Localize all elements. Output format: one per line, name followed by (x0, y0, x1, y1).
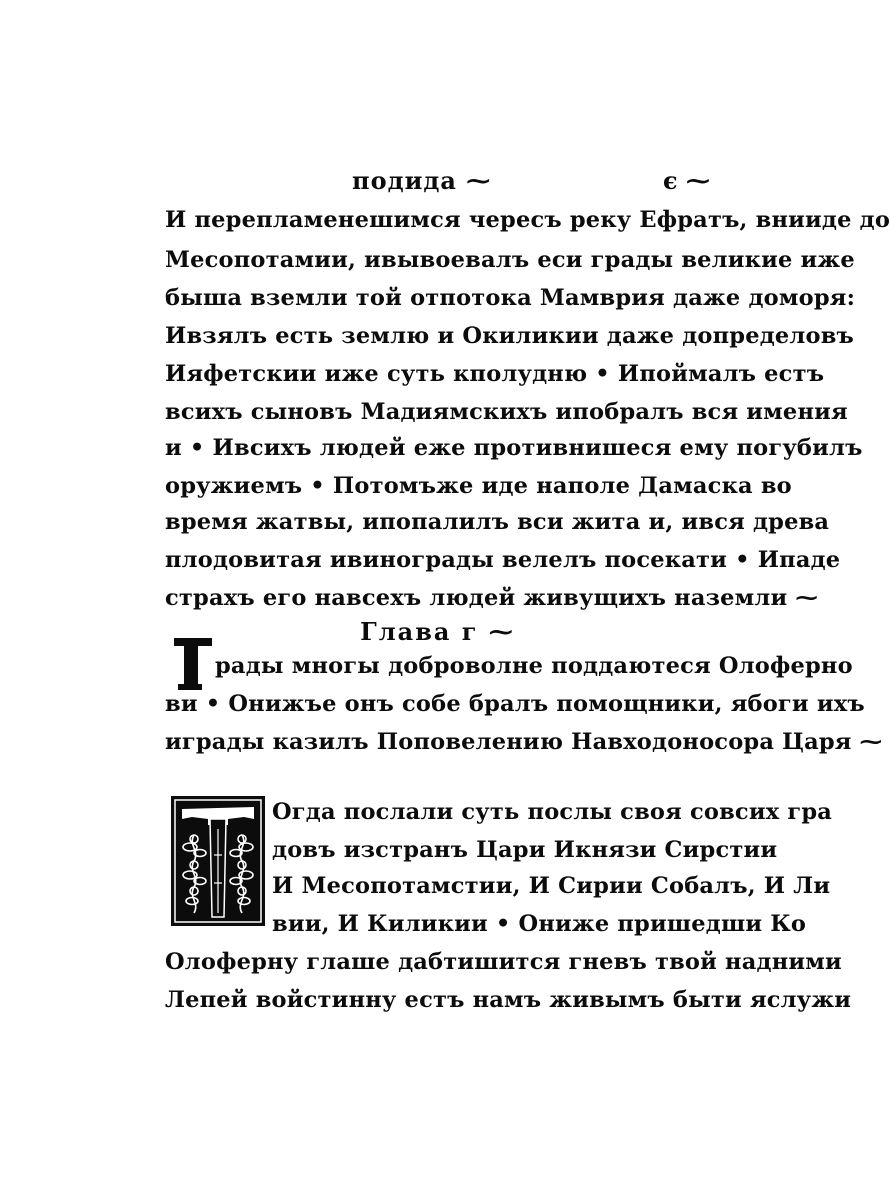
chapter-heading: Глава г ⁓ (360, 617, 515, 646)
text-line: Ивзялъ есть землю и Окиликии даже допределовъ (165, 323, 854, 349)
summary-line: рады многы доброволне поддаютеся Олоферно (215, 653, 853, 679)
text-line: оружиемъ • Потомъже иде наполе Дамаска во (165, 473, 792, 499)
text-line: вии, И Киликии • Ониже пришедши Ко (272, 911, 807, 937)
summary-line: играды казилъ Поповелению Навходоносора Царя ⁓ (165, 729, 883, 755)
text-line: Олоферну глаше дабтишится гневъ твой надними (165, 949, 842, 975)
summary-initial-letter (174, 630, 212, 690)
text-line: страхъ его навсехъ людей живущихъ наземли ⁓ (165, 585, 819, 611)
text-line: Огда послали суть послы своя совсих гра (272, 799, 833, 825)
folio-number: є ⁓ (663, 166, 710, 195)
text-line: И Месопотамстии, И Сирии Собалъ, И Ли (272, 873, 831, 899)
text-line: Лепей войстинну естъ намъ живымъ быти яслужи (165, 987, 852, 1013)
page-header (165, 166, 710, 202)
text-line: время жатвы, ипопалилъ вси жита и, ився древа (165, 509, 830, 535)
text-line: Месопотамии, ивывоевалъ еси грады великие иже (165, 247, 855, 273)
text-line: довъ изстранъ Цари Икнязи Сирстии (272, 837, 778, 863)
summary-line: ви • Онижъе онъ собе бралъ помощники, ябоги ихъ (165, 691, 865, 717)
text-line: быша вземли той отпотока Мамврия даже доморя: (165, 285, 856, 311)
decorated-dropcap (170, 795, 266, 927)
text-line: всихъ сыновъ Мадиямскихъ ипобралъ вся имения (165, 399, 848, 425)
text-line: И перепламенешимся чересъ реку Ефратъ, внииде до (165, 207, 890, 233)
text-line: и • Ивсихъ людей еже противнишеся ему погубилъ (165, 435, 863, 461)
running-title: подида ⁓ (352, 166, 492, 195)
text-line: Ияфетскии иже суть кполудню • Ипоймалъ естъ (165, 361, 825, 387)
text-line: плодовитая ивинограды велелъ посекати • Ипаде (165, 547, 841, 573)
